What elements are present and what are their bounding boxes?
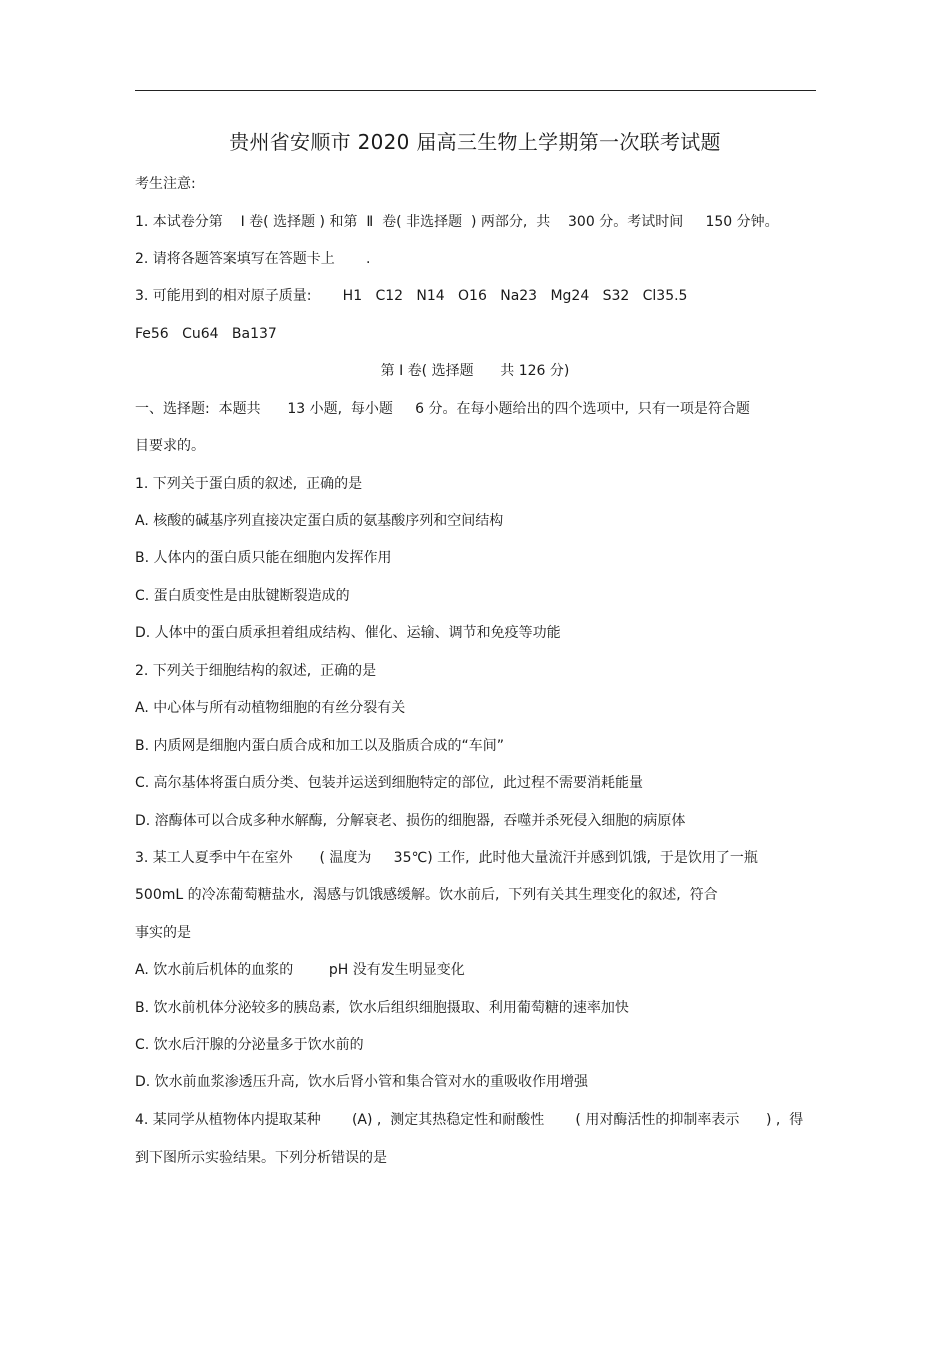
question-1-option-a: A. 核酸的碱基序列直接决定蛋白质的氨基酸序列和空间结构 <box>135 513 504 529</box>
page-title: 贵州省安顺市 2020 届高三生物上学期第一次联考试题 <box>229 130 721 154</box>
notice-item-1: 1. 本试卷分第 Ⅰ 卷( 选择题 ) 和第 Ⅱ 卷( 非选择题 ) 两部分, 共 300 分。考试时间 150 分钟。 <box>135 214 779 230</box>
question-2-option-d: D. 溶酶体可以合成多种水解酶, 分解衰老、损伤的细胞器, 吞噬并杀死侵入细胞的病原体 <box>135 813 686 829</box>
question-2-stem: 2. 下列关于细胞结构的叙述, 正确的是 <box>135 663 377 679</box>
question-1-option-d: D. 人体中的蛋白质承担着组成结构、催化、运输、调节和免疫等功能 <box>135 625 561 641</box>
notice-item-2: 2. 请将各题答案填写在答题卡上 . <box>135 251 371 267</box>
question-1-option-b: B. 人体内的蛋白质只能在细胞内发挥作用 <box>135 550 392 566</box>
notice-item-3-cont: Fe56 Cu64 Ba137 <box>135 326 277 342</box>
question-2-option-b: B. 内质网是细胞内蛋白质合成和加工以及脂质合成的“车间” <box>135 738 505 754</box>
section-intro-line-2: 目要求的。 <box>135 438 205 454</box>
question-1-stem: 1. 下列关于蛋白质的叙述, 正确的是 <box>135 476 363 492</box>
question-4-stem-line-1: 4. 某同学从植物体内提取某种 (A) , 测定其热稳定性和耐酸性 ( 用对酶活性的抑制率表示 ) , 得 <box>135 1112 804 1128</box>
question-2-option-c: C. 高尔基体将蛋白质分类、包装并运送到细胞特定的部位, 此过程不需要消耗能量 <box>135 775 644 791</box>
question-3-option-b: B. 饮水前机体分泌较多的胰岛素, 饮水后组织细胞摄取、利用葡萄糖的速率加快 <box>135 1000 629 1016</box>
question-3-stem-line-2: 500mL 的冷冻葡萄糖盐水, 渴感与饥饿感缓解。饮水前后, 下列有关其生理变化的叙述, 符合 <box>135 887 718 903</box>
question-3-stem-line-1: 3. 某工人夏季中午在室外 ( 温度为 35℃) 工作, 此时他大量流汗并感到饥饿, 于是饮用了一瓶 <box>135 850 758 866</box>
top-rule <box>135 90 816 91</box>
notice-item-3: 3. 可能用到的相对原子质量: H1 C12 N14 O16 Na23 Mg24 S32 Cl35.5 <box>135 288 688 304</box>
question-2-option-a: A. 中心体与所有动植物细胞的有丝分裂有关 <box>135 700 406 716</box>
notice-heading: 考生注意: <box>135 176 196 192</box>
section-heading: 第 Ⅰ 卷( 选择题 共 126 分) <box>380 363 570 379</box>
question-3-option-d: D. 饮水前血浆渗透压升高, 饮水后肾小管和集合管对水的重吸收作用增强 <box>135 1074 589 1090</box>
question-4-stem-line-2: 到下图所示实验结果。下列分析错误的是 <box>135 1150 387 1166</box>
question-3-stem-line-3: 事实的是 <box>135 925 191 941</box>
question-1-option-c: C. 蛋白质变性是由肽键断裂造成的 <box>135 588 350 604</box>
section-intro-line-1: 一、选择题: 本题共 13 小题, 每小题 6 分。在每小题给出的四个选项中, 只有一项是符合题 <box>135 401 750 417</box>
question-3-option-c: C. 饮水后汗腺的分泌量多于饮水前的 <box>135 1037 364 1053</box>
question-3-option-a: A. 饮水前后机体的血浆的 pH 没有发生明显变化 <box>135 962 465 978</box>
